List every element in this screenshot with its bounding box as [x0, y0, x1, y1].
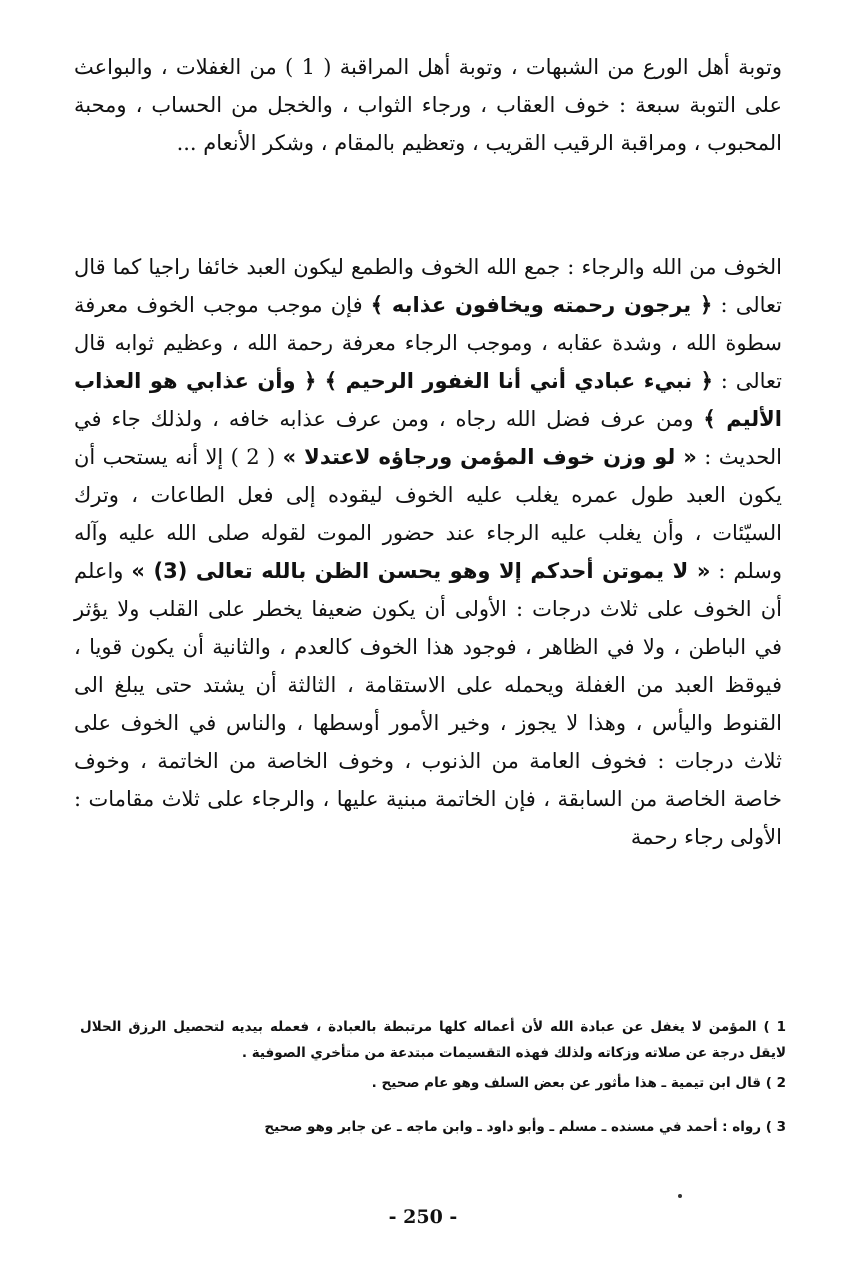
footnote-text: رواه : أحمد في مسنده ـ مسلم ـ وأبو داود ـ وابن ماجه ـ عن جابر وهو صحيح	[264, 1119, 762, 1135]
paragraph-text: فإن موجب موجب الخوف معرفة سطوة الله ، وشدة عقابه ، وموجب الرجاء معرفة رحمة الله ، وعظيم ثوابه قال تعالى :	[74, 293, 782, 393]
footnotes	[80, 1014, 786, 1144]
paragraph-repentance	[74, 48, 782, 162]
paragraph-text: وتوبة أهل الورع من الشبهات ، وتوبة أهل المراقبة ( 1 ) من الغفلات ، والبواعث على التوبة سبعة : خوف العقاب ، ورجاء الثواب ، والخجل من الحساب ، ومحبة المحبوب ، ومراقبة الرقيب القريب ، وتعظيم بالمقام ، وشكر الأنعام ...	[74, 55, 783, 155]
hadith-quote: « لو وزن خوف المؤمن ورجاؤه لاعتدلا »	[282, 445, 697, 469]
footnote	[80, 1114, 786, 1140]
quran-quote: ﴿ يرجون رحمته ويخافون عذابه ﴾	[370, 293, 713, 317]
paragraph-text: الخوف من الله والرجاء : جمع الله الخوف والطمع ليكون العبد خائفا راجيا كما قال تعالى :	[74, 255, 782, 317]
paragraph-text: ( 2 ) إلا أنه يستحب أن يكون العبد طول عمره يغلب عليه الخوف ليقوده إلى فعل الطاعات ، وترك السيّئات ، وأن يغلب عليه الرجاء عند حضور الموت لقوله صلى الله عليه وآله وسلم :	[74, 445, 783, 583]
paragraph-fear-and-hope	[74, 248, 782, 856]
footnote-number: 2 )	[765, 1075, 786, 1091]
footnote	[80, 1014, 786, 1066]
footnote-text: المؤمن لا يغفل عن عبادة الله لأن أعماله كلها مرتبطة بالعبادة ، فعمله بيديه لتحصيل الرزق الحلال لايقل درجة عن صلاته وزكاته ولذلك فهذه التقسيمات مبتدعة من متأخري الصوفية .	[80, 1019, 786, 1061]
footnote	[80, 1070, 786, 1096]
quran-quote: ﴿ نبيء عبادي أني أنا الغفور الرحيم ﴾ ﴿ وأن عذابي هو العذاب الأليم ﴾	[74, 369, 782, 431]
footnote-number: 1 )	[763, 1019, 786, 1035]
footnote-number: 3 )	[765, 1119, 786, 1135]
footnote-text: قال ابن تيمية ـ هذا مأثور عن بعض السلف وهو عام صحيح .	[371, 1075, 762, 1091]
paragraph-text: واعلم أن الخوف على ثلاث درجات : الأولى أن يكون ضعيفا يخطر على القلب ولا يؤثر في الباطن ، ولا في الظاهر ، فوجود هذا الخوف كالعدم ، والثانية أن يكون قويا ، فيوقظ العبد من الغفلة ويحمله على الاستقامة ، الثالثة أن يشتد حتى يبلغ الى القنوط واليأس ، وهذا لا يجوز ، وخير الأمور أوسطها ، والناس في الخوف على ثلاث درجات : فخوف العامة من الذنوب ، وخوف الخاصة من الخاتمة ، وخوف خاصة الخاصة من السابقة ، فإن الخاتمة مبنية عليها ، والرجاء على ثلاث مقامات : الأولى رجاء رحمة	[74, 559, 782, 849]
print-speck	[678, 1194, 682, 1198]
hadith-quote: « لا يموتن أحدكم إلا وهو يحسن الظن بالله تعالى (3) »	[131, 559, 711, 583]
paragraph-text: ومن عرف فضل الله رجاه ، ومن عرف عذابه خافه ، ولذلك جاء في الحديث :	[74, 407, 783, 469]
page-number: - 250 -	[388, 1206, 458, 1228]
